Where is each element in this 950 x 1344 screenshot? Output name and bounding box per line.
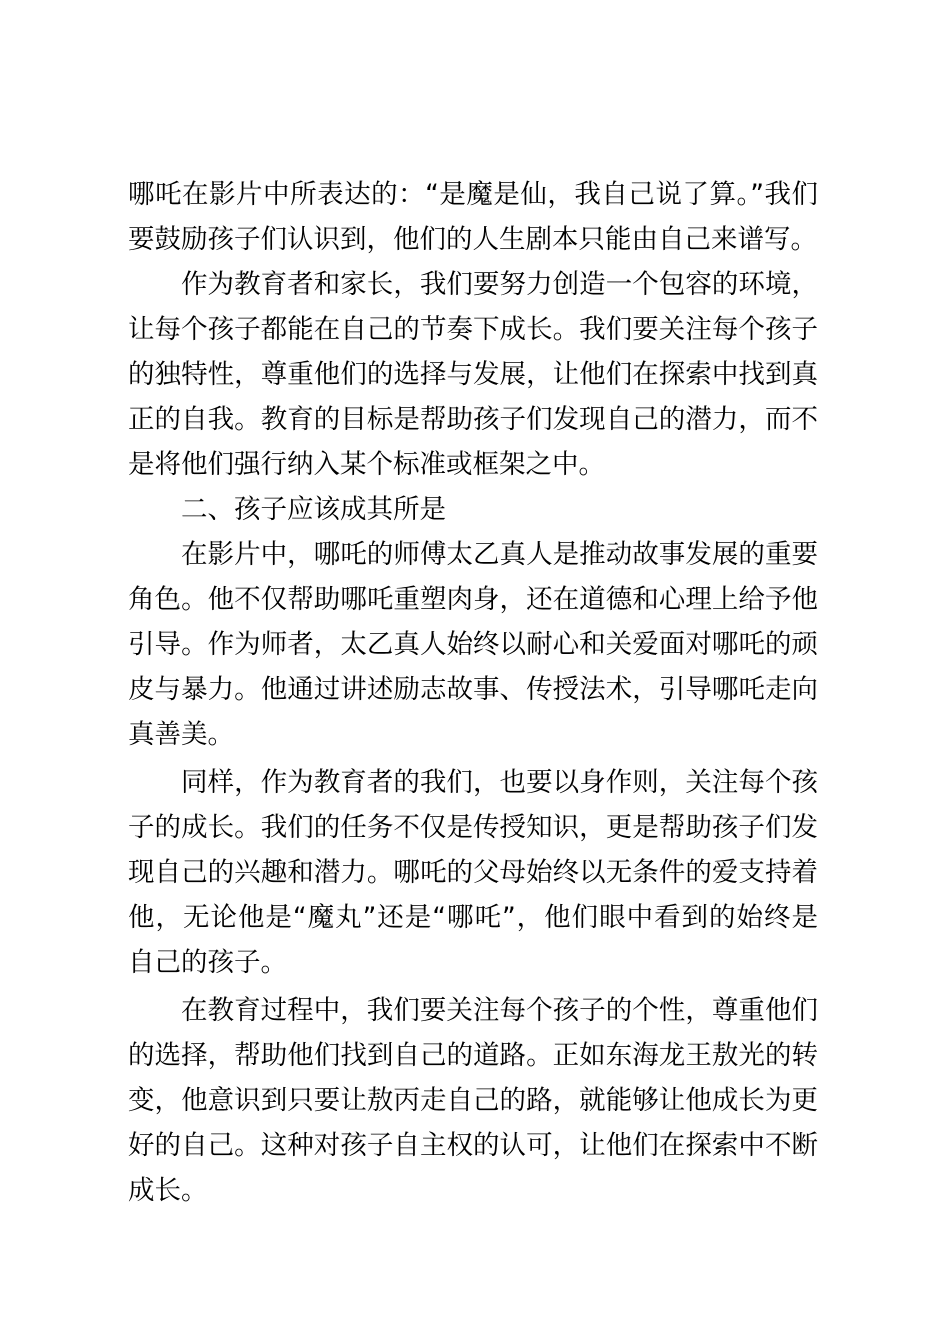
section-heading: 二、孩子应该成其所是 (181, 494, 446, 525)
paragraph-4: 同样，作为教育者的我们，也要以身作则，关注每个孩子的成长。我们的任务不仅是传授知识，更是帮助孩子们发现自己的兴趣和潜力。哪吒的父母始终以无条件的爱支持着他，无论他是“魔丸”还是“哪吒”，他们眼中看到的始终是自己的孩子。 (128, 767, 818, 978)
paragraph-2: 作为教育者和家长，我们要努力创造一个包容的环境，让每个孩子都能在自己的节奏下成长。我们要关注每个孩子的独特性，尊重他们的选择与发展，让他们在探索中找到真正的自我。教育的目标是帮助孩子们发现自己的潜力，而不是将他们强行纳入某个标准或框架之中。 (128, 269, 818, 480)
document-body (128, 172, 818, 1213)
paragraph-1: 哪吒在影片中所表达的：“是魔是仙，我自己说了算。”我们要鼓励孩子们认识到，他们的人生剧本只能由自己来谱写。 (128, 179, 818, 255)
paragraph-5: 在教育过程中，我们要关注每个孩子的个性，尊重他们的选择，帮助他们找到自己的道路。正如东海龙王敖光的转变，他意识到只要让敖丙走自己的路，就能够让他成长为更好的自己。这种对孩子自主权的认可，让他们在探索中不断成长。 (128, 995, 818, 1206)
paragraph-3: 在影片中，哪吒的师傅太乙真人是推动故事发展的重要角色。他不仅帮助哪吒重塑肉身，还在道德和心理上给予他引导。作为师者，太乙真人始终以耐心和关爱面对哪吒的顽皮与暴力。他通过讲述励志故事、传授法术，引导哪吒走向真善美。 (128, 539, 818, 750)
